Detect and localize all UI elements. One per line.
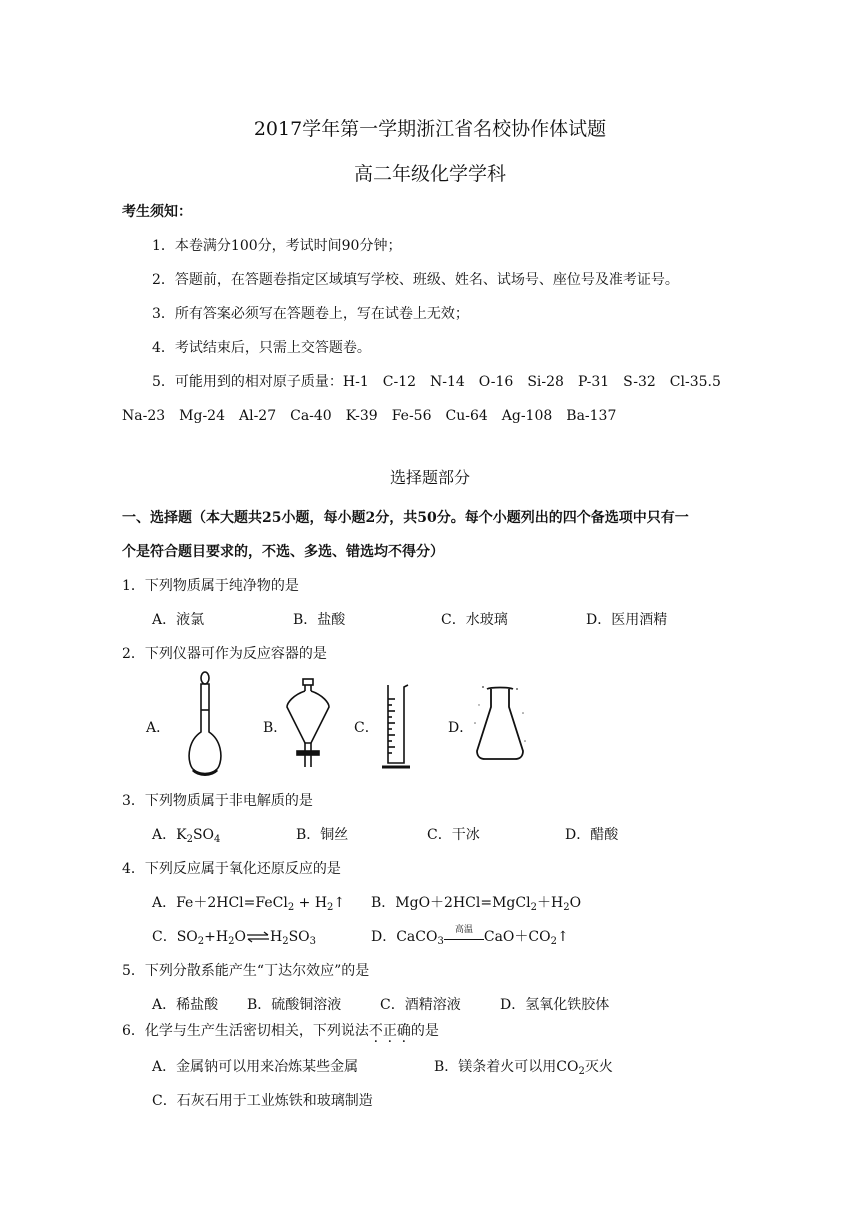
q1-stem: 1．下列物质属于纯净物的是 <box>122 578 299 594</box>
section-instructions-2: 个是符合题目要求的，不选、多选、错选均不得分） <box>122 544 444 560</box>
notice-item-5: 5．可能用到的相对原子质量：H-1 C-12 N-14 O-16 Si-28 P-31 S-32 Cl-35.5 <box>152 374 721 390</box>
conical-flask-image <box>473 683 527 763</box>
q1-option-d: D．医用酒精 <box>586 612 668 628</box>
q3-stem: 3．下列物质属于非电解质的是 <box>122 793 313 809</box>
q2-option-c: C． <box>354 720 379 736</box>
q6-stem: 6．化学与生产生活密切相关，下列说法不正确的是 <box>122 1023 439 1039</box>
q4-option-c: C．$SO_2+H_2O$ $H_2SO_3$ <box>152 929 317 947</box>
notice-heading: 考生须知： <box>122 204 192 220</box>
q5-option-d: D．氢氧化铁胶体 <box>500 997 610 1013</box>
q1-option-c: C．水玻璃 <box>441 612 508 628</box>
q5-option-c: C．酒精溶液 <box>380 997 461 1013</box>
q4-stem: 4．下列反应属于氧化还原反应的是 <box>122 861 341 877</box>
q4-option-a: A．Fe＋2HCl=FeCl$_2$ + $H_2↑$ <box>152 895 346 913</box>
exam-title: 2017学年第一学期浙江省名校协作体试题 <box>253 118 607 140</box>
q3-option-d: D．醋酸 <box>565 827 619 843</box>
reversible-arrow-icon <box>246 930 270 944</box>
q3-option-a: A．$K_2SO_4$ <box>152 827 221 845</box>
reaction-condition: 高温 <box>444 935 484 940</box>
q4-option-b: B．$MgO+2HCl=MgCl_2+H_2O$ <box>371 895 582 913</box>
notice-item-4: 4．考试结束后，只需上交答题卷。 <box>152 340 371 356</box>
notice-item-2: 2．答题前，在答题卷指定区域填写学校、班级、姓名、试场号、座位号及准考证号。 <box>152 272 679 288</box>
section-title: 选择题部分 <box>389 468 470 487</box>
q3-option-c: C．干冰 <box>427 827 480 843</box>
atomic-masses-line: Na-23 Mg-24 Al-27 Ca-40 K-39 Fe-56 Cu-64 Ag-108 Ba-137 <box>122 408 617 424</box>
q4-option-d: D．CaCO$_3$ 高温 $CaO+CO_2↑$ <box>371 924 569 947</box>
q6-option-c: C．石灰石用于工业炼铁和玻璃制造 <box>152 1093 373 1109</box>
graduated-cylinder-image <box>376 683 416 771</box>
exam-subtitle: 高二年级化学学科 <box>353 163 506 185</box>
q6-option-a: A．金属钠可以用来冶炼某些金属 <box>152 1059 359 1075</box>
section-instructions-1: 一、选择题（本大题共25小题，每小题2分，共50分。每个小题列出的四个备选项中只有一 <box>122 510 689 526</box>
q1-option-a: A．液氯 <box>152 612 205 628</box>
q3-option-b: B．铜丝 <box>296 827 349 843</box>
notice-item-3: 3．所有答案必须写在答题卷上，写在试卷上无效； <box>152 306 469 322</box>
q2-stem: 2．下列仪器可作为反应容器的是 <box>122 646 327 662</box>
notice-item-1: 1．本卷满分100分，考试时间90分钟； <box>152 238 402 254</box>
separatory-funnel-image <box>283 677 333 769</box>
q5-stem: 5．下列分散系能产生“丁达尔效应”的是 <box>122 963 370 979</box>
q2-option-a: A． <box>146 720 171 736</box>
volumetric-flask-image <box>183 670 227 780</box>
q2-option-b: B． <box>263 720 288 736</box>
q1-option-b: B．盐酸 <box>293 612 346 628</box>
q5-option-b: B．硫酸铜溶液 <box>247 997 342 1013</box>
q2-option-d: D． <box>448 720 474 736</box>
q6-option-b: B．镁条着火可以用$CO_2$灭火 <box>434 1059 613 1077</box>
q5-option-a: A．稀盐酸 <box>152 997 219 1013</box>
